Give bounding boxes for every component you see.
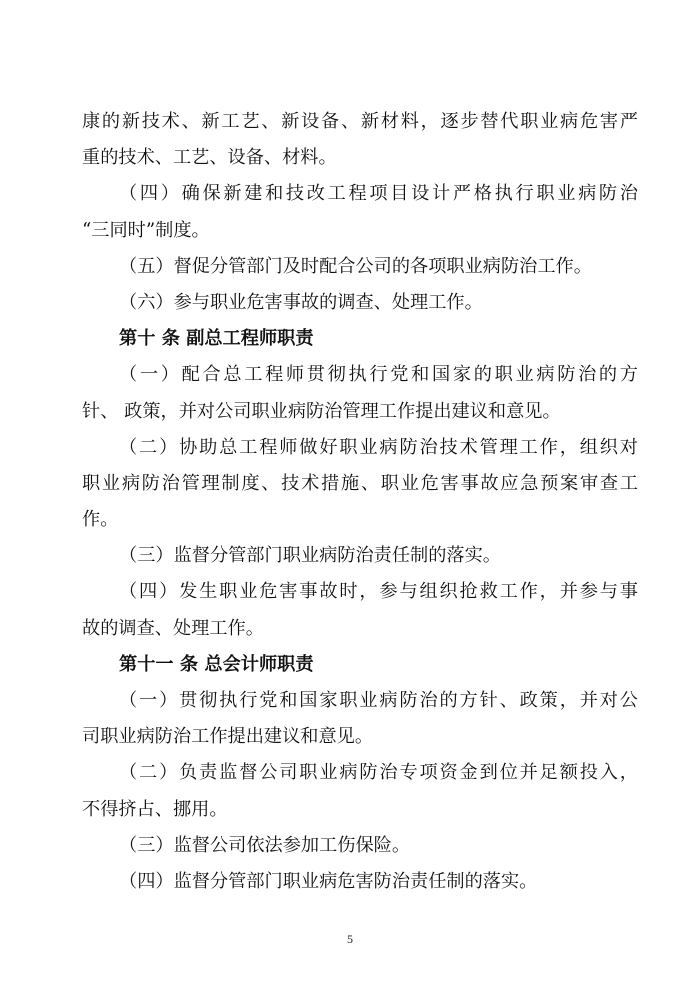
paragraph-first-line: （一）配合总工程师贯彻执行党和国家的职业病防治的方 [119, 364, 638, 386]
paragraph-first-line: （四）监督分管部门职业病危害防治责任制的落实。 [119, 870, 538, 892]
document-body [82, 104, 638, 900]
paragraph-line: 司职业病防治工作提出建议和意见。 [82, 726, 374, 748]
page-number: 5 [347, 932, 353, 946]
paragraph-first-line: （四）确保新建和技改工程项目设计严格执行职业病防治 [119, 183, 638, 205]
paragraph-line: 针、 政策，并对公司职业病防治管理工作提出建议和意见。 [82, 400, 561, 422]
section-heading: 第十 条 副总工程师职责 [119, 328, 314, 350]
paragraph-first-line: （六）参与职业危害事故的调查、处理工作。 [119, 291, 483, 313]
paragraph-line: 不得挤占、挪用。 [82, 798, 228, 820]
paragraph-line: 作。 [82, 509, 119, 531]
paragraph-first-line: （五）督促分管部门及时配合公司的各项职业病防治工作。 [119, 255, 592, 277]
paragraph-first-line: （四）发生职业危害事故时，参与组织抢救工作，并参与事 [119, 581, 638, 603]
paragraph-line: 职业病防治管理制度、技术措施、职业危害事故应急预案审查工 [82, 472, 638, 494]
paragraph-first-line: （二）协助总工程师做好职业病防治技术管理工作，组织对 [119, 436, 638, 458]
paragraph-first-line: （三）监督分管部门职业病防治责任制的落实。 [119, 545, 501, 567]
paragraph-line: “三同时”制度。 [82, 219, 210, 241]
paragraph-first-line: （二）负责监督公司职业病防治专项资金到位并足额投入， [119, 762, 638, 784]
paragraph-line: 故的调查、处理工作。 [82, 617, 264, 639]
paragraph-first-line: （一）贯彻执行党和国家职业病防治的方针、政策，并对公 [119, 690, 638, 711]
paragraph-line: 重的技术、工艺、设备、材料。 [82, 147, 337, 169]
paragraph-first-line: （三）监督公司依法参加工伤保险。 [119, 834, 411, 856]
section-heading: 第十一 条 总会计师职责 [119, 653, 314, 675]
paragraph-line: 康的新技术、新工艺、新设备、新材料，逐步替代职业病危害严 [82, 111, 638, 132]
